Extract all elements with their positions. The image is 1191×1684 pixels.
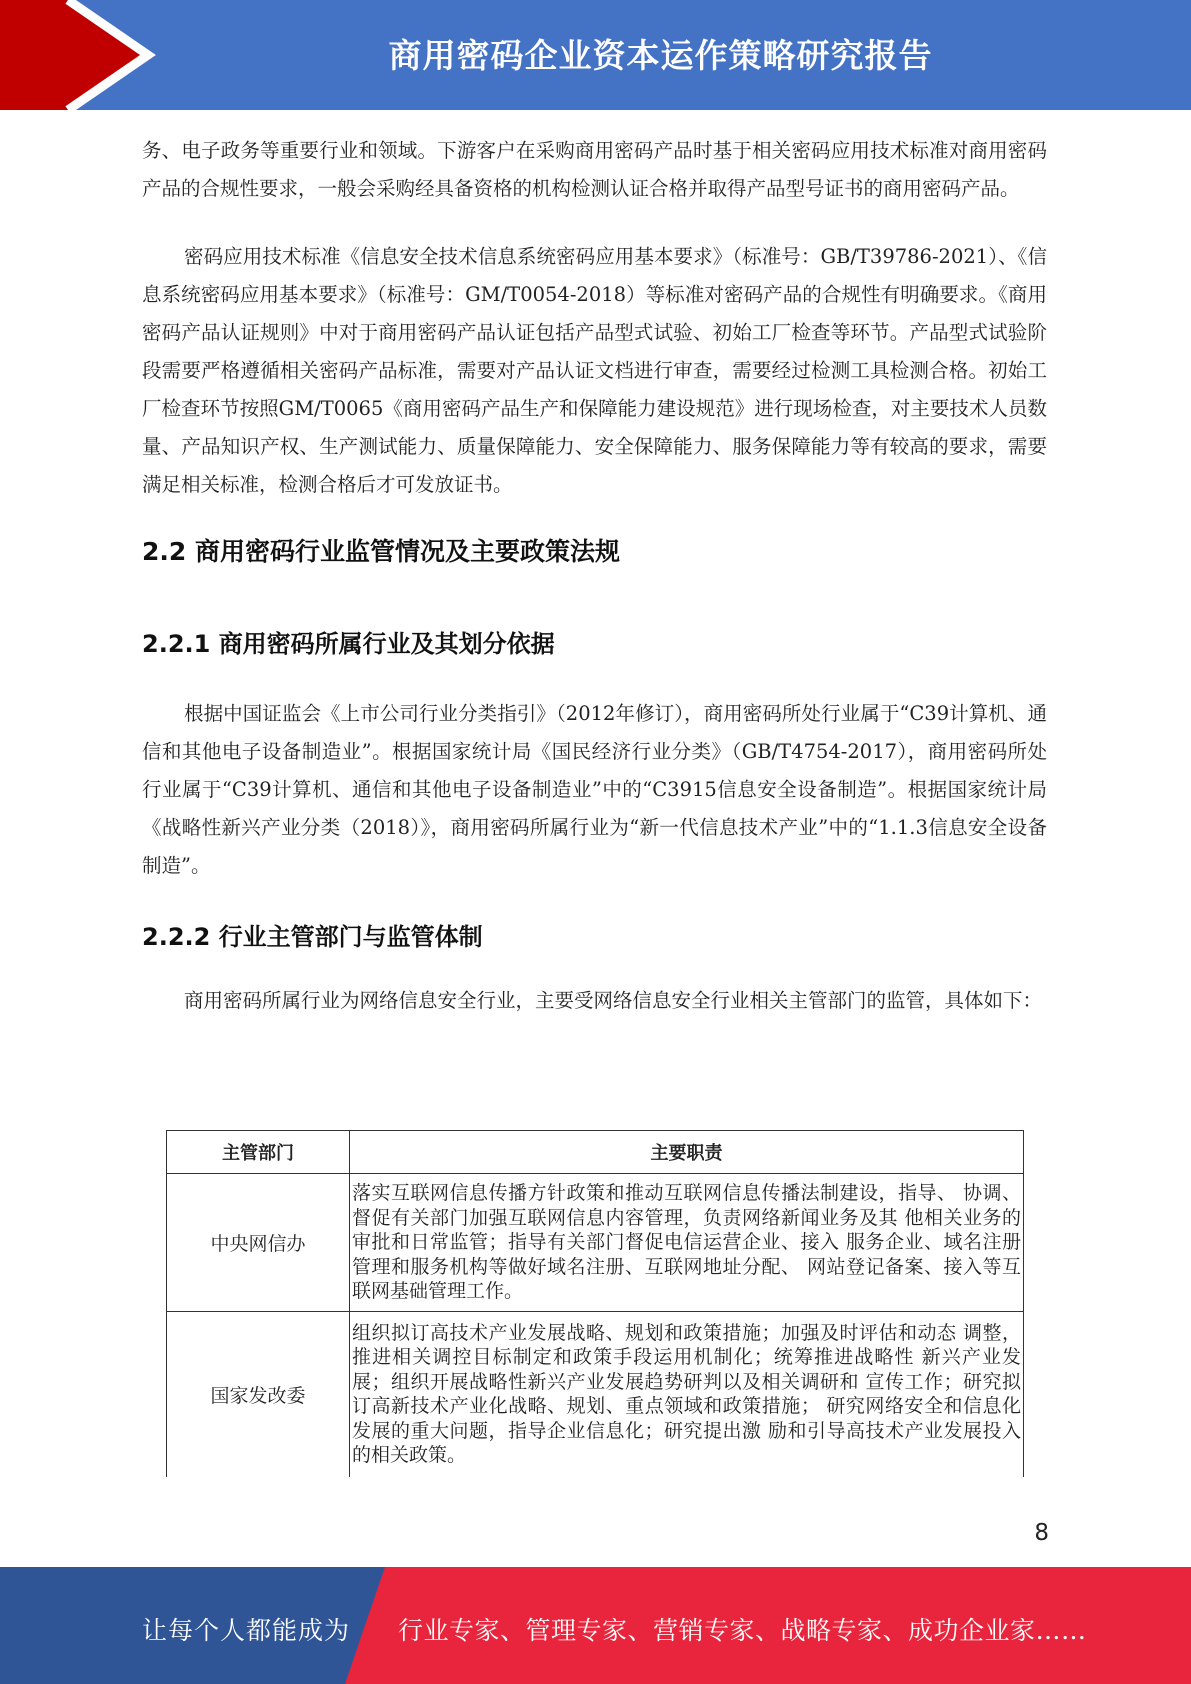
section-heading-2-2: 2.2 商用密码行业监管情况及主要政策法规 <box>142 537 620 566</box>
regulator-table <box>166 1130 1024 1477</box>
paragraph-1: 务、电子政务等重要行业和领域。下游客户在采购商用密码产品时基于相关密码应用技术标准对商用密码产品的合规性要求，一般会采购经具备资格的机构检测认证合格并取得产品型号证书的商用密码产品。 <box>142 139 1047 200</box>
section-heading-2-2-2: 2.2.2 行业主管部门与监管体制 <box>142 923 483 951</box>
duty-cell: 组织拟订高技术产业发展战略、规划和政策措施；加强及时评估和动态 调整，推进相关调控目标制定和政策手段运用机制化；统筹推进战略性 新兴产业发展；组织开展战略性新兴产业发展趋势研判以及相关调研和 宣传工作；研究拟订高新技术产业化战略、规划、重点领域和政策措施； 研究网络安全和信息化发展的重大问题，指导企业信息化；研究提出激 励和引导高技术产业发展投入的相关政策。 <box>350 1312 1024 1477</box>
table-header-row <box>167 1131 1024 1174</box>
footer-slogan-right: 行业专家、管理专家、营销专家、战略专家、成功企业家…… <box>398 1616 1087 1645</box>
duty-cell: 落实互联网信息传播方针政策和推动互联网信息传播法制建设，指导、 协调、督促有关部门加强互联网信息内容管理，负责网络新闻业务及其 他相关业务的审批和日常监管；指导有关部门督促电信运营企业、接入 服务企业、域名注册管理和服务机构等做好域名注册、互联网地址分配、 网站登记备案、接入等互联网基础管理工作。 <box>350 1174 1024 1312</box>
header-banner <box>0 0 1191 110</box>
paragraph-2: 密码应用技术标准《信息安全技术信息系统密码应用基本要求》（标准号：GB/T39786-2021）、《信息系统密码应用基本要求》（标准号：GM/T0054-2018）等标准对密码产品的合规性有明确要求。《商用密码产品认证规则》中对于商用密码产品认证包括产品型式试验、初始工厂检查等环节。产品型式试验阶段需要严格遵循相关密码产品标准，需要对产品认证文档进行审查，需要经过检测工具检测合格。初始工厂检查环节按照GM/T0065《商用密码产品生产和保障能力建设规范》进行现场检查，对主要技术人员数量、产品知识产权、生产测试能力、质量保障能力、安全保障能力、服务保障能力等有较高的要求，需要满足相关标准，检测合格后才可发放证书。 <box>142 245 1047 496</box>
report-title: 商用密码企业资本运作策略研究报告 <box>388 36 933 75</box>
paragraph-3: 根据中国证监会《上市公司行业分类指引》（2012年修订），商用密码所处行业属于“C39计算机、通信和其他电子设备制造业”。根据国家统计局《国民经济行业分类》（GB/T4754-2017），商用密码所处行业属于“C39计算机、通信和其他电子设备制造业”中的“C3915信息安全设备制造”。根据国家统计局《战略性新兴产业分类（2018）》，商用密码所属行业为“新一代信息技术产业”中的“1.1.3信息安全设备制造”。 <box>142 702 1047 877</box>
dept-cell: 国家发改委 <box>167 1312 350 1477</box>
column-header-duty: 主要职责 <box>350 1131 1024 1174</box>
dept-cell: 中央网信办 <box>167 1174 350 1312</box>
table-row <box>167 1174 1024 1312</box>
header-arrow-graphic <box>0 0 160 110</box>
paragraph-4: 商用密码所属行业为网络信息安全行业，主要受网络信息安全行业相关主管部门的监管，具体如下： <box>184 989 1043 1012</box>
table-row <box>167 1312 1024 1477</box>
footer-slogan-left: 让每个人都能成为 <box>142 1616 351 1645</box>
column-header-dept: 主管部门 <box>167 1131 350 1174</box>
footer-banner <box>0 1567 1191 1684</box>
page-content <box>142 132 1047 1020</box>
page-number: 8 <box>1034 1520 1049 1546</box>
section-heading-2-2-1: 2.2.1 商用密码所属行业及其划分依据 <box>142 630 555 658</box>
